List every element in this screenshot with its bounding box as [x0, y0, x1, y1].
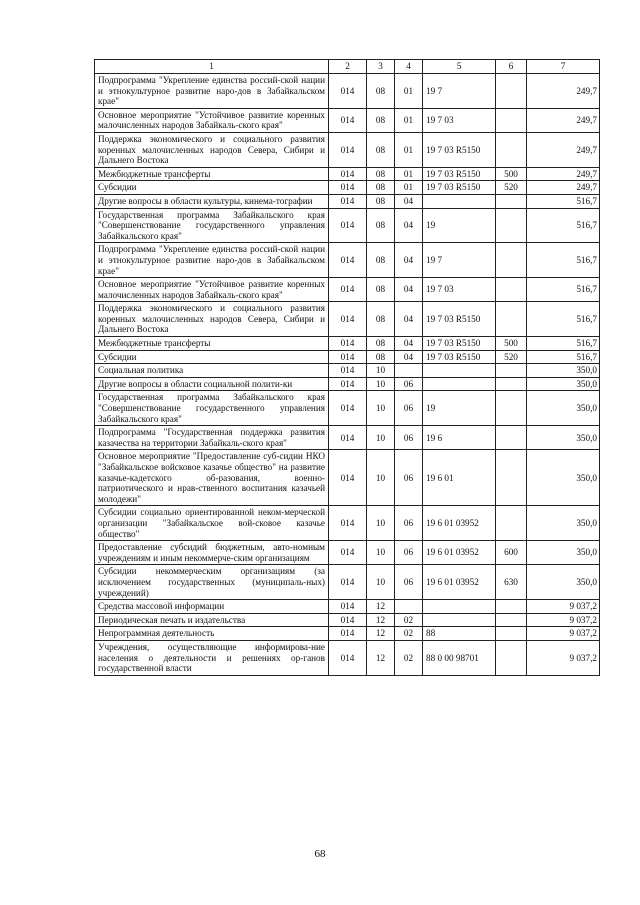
subsection-cell: 01	[395, 181, 423, 195]
subsection-cell: 04	[395, 243, 423, 278]
amount-cell: 516,7	[527, 350, 600, 364]
amount-cell: 516,7	[527, 243, 600, 278]
section-cell: 08	[367, 337, 395, 351]
table-row	[95, 613, 600, 627]
table-row	[95, 208, 600, 243]
amount-cell: 516,7	[527, 337, 600, 351]
amount-cell: 516,7	[527, 302, 600, 337]
page-number: 68	[314, 848, 326, 860]
subsection-cell: 06	[395, 377, 423, 391]
amount-cell: 516,7	[527, 194, 600, 208]
target-article-cell	[423, 377, 496, 391]
target-article-cell: 19 6 01	[423, 450, 496, 506]
section-cell: 10	[367, 426, 395, 450]
admin-code-cell: 014	[329, 278, 367, 302]
amount-cell: 350,0	[527, 565, 600, 600]
row-name-cell: Поддержка экономического и социального развития коренных малочисленных народов Севера, Сибири и Дальнего Востока	[95, 132, 329, 167]
table-row	[95, 541, 600, 565]
expense-type-cell	[496, 208, 527, 243]
admin-code-cell: 014	[329, 337, 367, 351]
row-name-cell: Непрограммная деятельность	[95, 627, 329, 641]
target-article-cell: 19 7 03	[423, 278, 496, 302]
table-row	[95, 302, 600, 337]
column-header: 6	[496, 60, 527, 74]
table-row	[95, 377, 600, 391]
section-cell: 12	[367, 627, 395, 641]
subsection-cell: 06	[395, 391, 423, 426]
admin-code-cell: 014	[329, 132, 367, 167]
table-row	[95, 364, 600, 378]
target-article-cell: 19 6 01 03952	[423, 506, 496, 541]
table-row	[95, 350, 600, 364]
admin-code-cell: 014	[329, 243, 367, 278]
amount-cell: 350,0	[527, 450, 600, 506]
admin-code-cell: 014	[329, 640, 367, 675]
table-row	[95, 108, 600, 132]
expense-type-cell	[496, 450, 527, 506]
admin-code-cell: 014	[329, 302, 367, 337]
row-name-cell: Другие вопросы в области культуры, кинема-тографии	[95, 194, 329, 208]
admin-code-cell: 014	[329, 541, 367, 565]
subsection-cell	[395, 364, 423, 378]
table-row	[95, 627, 600, 641]
section-cell: 12	[367, 613, 395, 627]
row-name-cell: Поддержка экономического и социального развития коренных малочисленных народов Севера, Сибири и Дальнего Востока	[95, 302, 329, 337]
amount-cell: 350,0	[527, 541, 600, 565]
amount-cell: 249,7	[527, 167, 600, 181]
target-article-cell: 19 7	[423, 243, 496, 278]
section-cell: 12	[367, 640, 395, 675]
expense-type-cell	[496, 391, 527, 426]
target-article-cell: 88	[423, 627, 496, 641]
expense-type-cell: 520	[496, 350, 527, 364]
section-cell: 10	[367, 541, 395, 565]
subsection-cell: 02	[395, 613, 423, 627]
section-cell: 08	[367, 108, 395, 132]
expense-type-cell	[496, 132, 527, 167]
expense-type-cell: 500	[496, 337, 527, 351]
row-name-cell: Средства массовой информации	[95, 600, 329, 614]
target-article-cell	[423, 613, 496, 627]
section-cell: 12	[367, 600, 395, 614]
expense-type-cell	[496, 302, 527, 337]
table-row	[95, 278, 600, 302]
subsection-cell: 04	[395, 337, 423, 351]
amount-cell: 249,7	[527, 108, 600, 132]
subsection-cell: 06	[395, 506, 423, 541]
admin-code-cell: 014	[329, 600, 367, 614]
subsection-cell: 06	[395, 541, 423, 565]
row-name-cell: Основное мероприятие "Устойчивое развитие коренных малочисленных народов Забайкаль-ского края"	[95, 278, 329, 302]
admin-code-cell: 014	[329, 167, 367, 181]
budget-table	[94, 59, 600, 676]
row-name-cell: Субсидии некоммерческим организациям (за исключением государственных (муниципаль-ных) учреждений)	[95, 565, 329, 600]
header-row	[95, 60, 600, 74]
subsection-cell: 01	[395, 108, 423, 132]
admin-code-cell: 014	[329, 181, 367, 195]
target-article-cell: 19 7 03 R5150	[423, 181, 496, 195]
amount-cell: 516,7	[527, 208, 600, 243]
amount-cell: 249,7	[527, 132, 600, 167]
admin-code-cell: 014	[329, 364, 367, 378]
admin-code-cell: 014	[329, 506, 367, 541]
subsection-cell: 04	[395, 278, 423, 302]
target-article-cell	[423, 364, 496, 378]
subsection-cell: 06	[395, 450, 423, 506]
target-article-cell: 19 7 03 R5150	[423, 337, 496, 351]
table-row	[95, 132, 600, 167]
row-name-cell: Подпрограмма "Укрепление единства россий-ской нации и этнокультурное развитие наро-дов в Забайкальском крае"	[95, 243, 329, 278]
target-article-cell: 19 7 03	[423, 108, 496, 132]
section-cell: 10	[367, 391, 395, 426]
section-cell: 10	[367, 565, 395, 600]
admin-code-cell: 014	[329, 194, 367, 208]
amount-cell: 9 037,2	[527, 640, 600, 675]
amount-cell: 350,0	[527, 364, 600, 378]
expense-type-cell	[496, 506, 527, 541]
column-header: 2	[329, 60, 367, 74]
target-article-cell: 19 7 03 R5150	[423, 167, 496, 181]
row-name-cell: Подпрограмма "Государственная поддержка развития казачества на территории Забайкаль-ского края"	[95, 426, 329, 450]
amount-cell: 350,0	[527, 506, 600, 541]
subsection-cell: 01	[395, 132, 423, 167]
expense-type-cell: 500	[496, 167, 527, 181]
expense-type-cell	[496, 278, 527, 302]
expense-type-cell	[496, 194, 527, 208]
expense-type-cell: 520	[496, 181, 527, 195]
target-article-cell: 19 6 01 03952	[423, 541, 496, 565]
table-row	[95, 337, 600, 351]
row-name-cell: Подпрограмма "Укрепление единства россий-ской нации и этнокультурное развитие наро-дов в Забайкальском крае"	[95, 74, 329, 109]
section-cell: 08	[367, 350, 395, 364]
admin-code-cell: 014	[329, 208, 367, 243]
target-article-cell	[423, 600, 496, 614]
section-cell: 10	[367, 450, 395, 506]
row-name-cell: Периодическая печать и издательства	[95, 613, 329, 627]
row-name-cell: Основное мероприятие "Предоставление суб-сидии НКО "Забайкальское войсковое казачье общество" на развитие казачье-кадетского об-разования, военно-патриотического и нрав-ственного воспитания казачьей молодежи"	[95, 450, 329, 506]
row-name-cell: Учреждения, осуществляющие информирова-ние населения о деятельности и решениях ор-ганов государственной власти	[95, 640, 329, 675]
subsection-cell: 01	[395, 74, 423, 109]
expense-type-cell	[496, 600, 527, 614]
section-cell: 08	[367, 132, 395, 167]
expense-type-cell: 600	[496, 541, 527, 565]
row-name-cell: Другие вопросы в области социальной полити-ки	[95, 377, 329, 391]
row-name-cell: Основное мероприятие "Устойчивое развитие коренных малочисленных народов Забайкаль-ского края"	[95, 108, 329, 132]
amount-cell: 9 037,2	[527, 600, 600, 614]
amount-cell: 516,7	[527, 278, 600, 302]
row-name-cell: Межбюджетные трансферты	[95, 337, 329, 351]
target-article-cell: 19 7 03 R5150	[423, 350, 496, 364]
expense-type-cell	[496, 243, 527, 278]
table-row	[95, 565, 600, 600]
row-name-cell: Субсидии	[95, 181, 329, 195]
subsection-cell: 04	[395, 194, 423, 208]
admin-code-cell: 014	[329, 613, 367, 627]
table-row	[95, 640, 600, 675]
section-cell: 08	[367, 278, 395, 302]
expense-type-cell	[496, 627, 527, 641]
amount-cell: 9 037,2	[527, 613, 600, 627]
section-cell: 10	[367, 377, 395, 391]
admin-code-cell: 014	[329, 74, 367, 109]
table-row	[95, 426, 600, 450]
target-article-cell: 19 6 01 03952	[423, 565, 496, 600]
admin-code-cell: 014	[329, 350, 367, 364]
amount-cell: 249,7	[527, 181, 600, 195]
expense-type-cell	[496, 613, 527, 627]
table-row	[95, 181, 600, 195]
section-cell: 10	[367, 364, 395, 378]
target-article-cell: 19	[423, 208, 496, 243]
table-row	[95, 167, 600, 181]
section-cell: 08	[367, 302, 395, 337]
expense-type-cell	[496, 640, 527, 675]
target-article-cell: 19 6	[423, 426, 496, 450]
target-article-cell	[423, 194, 496, 208]
row-name-cell: Субсидии	[95, 350, 329, 364]
target-article-cell: 19	[423, 391, 496, 426]
expense-type-cell	[496, 377, 527, 391]
target-article-cell: 19 7	[423, 74, 496, 109]
target-article-cell: 19 7 03 R5150	[423, 302, 496, 337]
column-header: 3	[367, 60, 395, 74]
admin-code-cell: 014	[329, 627, 367, 641]
table-row	[95, 600, 600, 614]
amount-cell: 350,0	[527, 377, 600, 391]
subsection-cell: 02	[395, 640, 423, 675]
section-cell: 08	[367, 74, 395, 109]
expense-type-cell	[496, 364, 527, 378]
section-cell: 08	[367, 208, 395, 243]
table-row	[95, 391, 600, 426]
column-header: 4	[395, 60, 423, 74]
column-header: 5	[423, 60, 496, 74]
column-header: 7	[527, 60, 600, 74]
admin-code-cell: 014	[329, 108, 367, 132]
table-row	[95, 450, 600, 506]
subsection-cell: 04	[395, 350, 423, 364]
expense-type-cell	[496, 426, 527, 450]
section-cell: 08	[367, 181, 395, 195]
section-cell: 08	[367, 243, 395, 278]
subsection-cell: 01	[395, 167, 423, 181]
amount-cell: 249,7	[527, 74, 600, 109]
amount-cell: 350,0	[527, 391, 600, 426]
target-article-cell: 88 0 00 98701	[423, 640, 496, 675]
table-row	[95, 74, 600, 109]
admin-code-cell: 014	[329, 377, 367, 391]
row-name-cell: Государственная программа Забайкальского края "Совершенствование государственного управления Забайкальского края"	[95, 391, 329, 426]
column-header: 1	[95, 60, 329, 74]
admin-code-cell: 014	[329, 426, 367, 450]
section-cell: 10	[367, 506, 395, 541]
subsection-cell: 04	[395, 302, 423, 337]
row-name-cell: Межбюджетные трансферты	[95, 167, 329, 181]
row-name-cell: Субсидии социально ориентированной неком-мерческой организации "Забайкальское вой-сковое казачье общество"	[95, 506, 329, 541]
subsection-cell: 02	[395, 627, 423, 641]
expense-type-cell	[496, 108, 527, 132]
table-row	[95, 194, 600, 208]
row-name-cell: Государственная программа Забайкальского края "Совершенствование государственного управления Забайкальского края"	[95, 208, 329, 243]
expense-type-cell: 630	[496, 565, 527, 600]
amount-cell: 9 037,2	[527, 627, 600, 641]
subsection-cell	[395, 600, 423, 614]
table-row	[95, 243, 600, 278]
admin-code-cell: 014	[329, 391, 367, 426]
subsection-cell: 06	[395, 426, 423, 450]
target-article-cell: 19 7 03 R5150	[423, 132, 496, 167]
amount-cell: 350,0	[527, 426, 600, 450]
expense-type-cell	[496, 74, 527, 109]
row-name-cell: Социальная политика	[95, 364, 329, 378]
table-row	[95, 506, 600, 541]
subsection-cell: 04	[395, 208, 423, 243]
section-cell: 08	[367, 167, 395, 181]
row-name-cell: Предоставление субсидий бюджетным, авто-номным учреждениям и иным некоммерче-ским организациям	[95, 541, 329, 565]
admin-code-cell: 014	[329, 450, 367, 506]
subsection-cell: 06	[395, 565, 423, 600]
admin-code-cell: 014	[329, 565, 367, 600]
section-cell: 08	[367, 194, 395, 208]
